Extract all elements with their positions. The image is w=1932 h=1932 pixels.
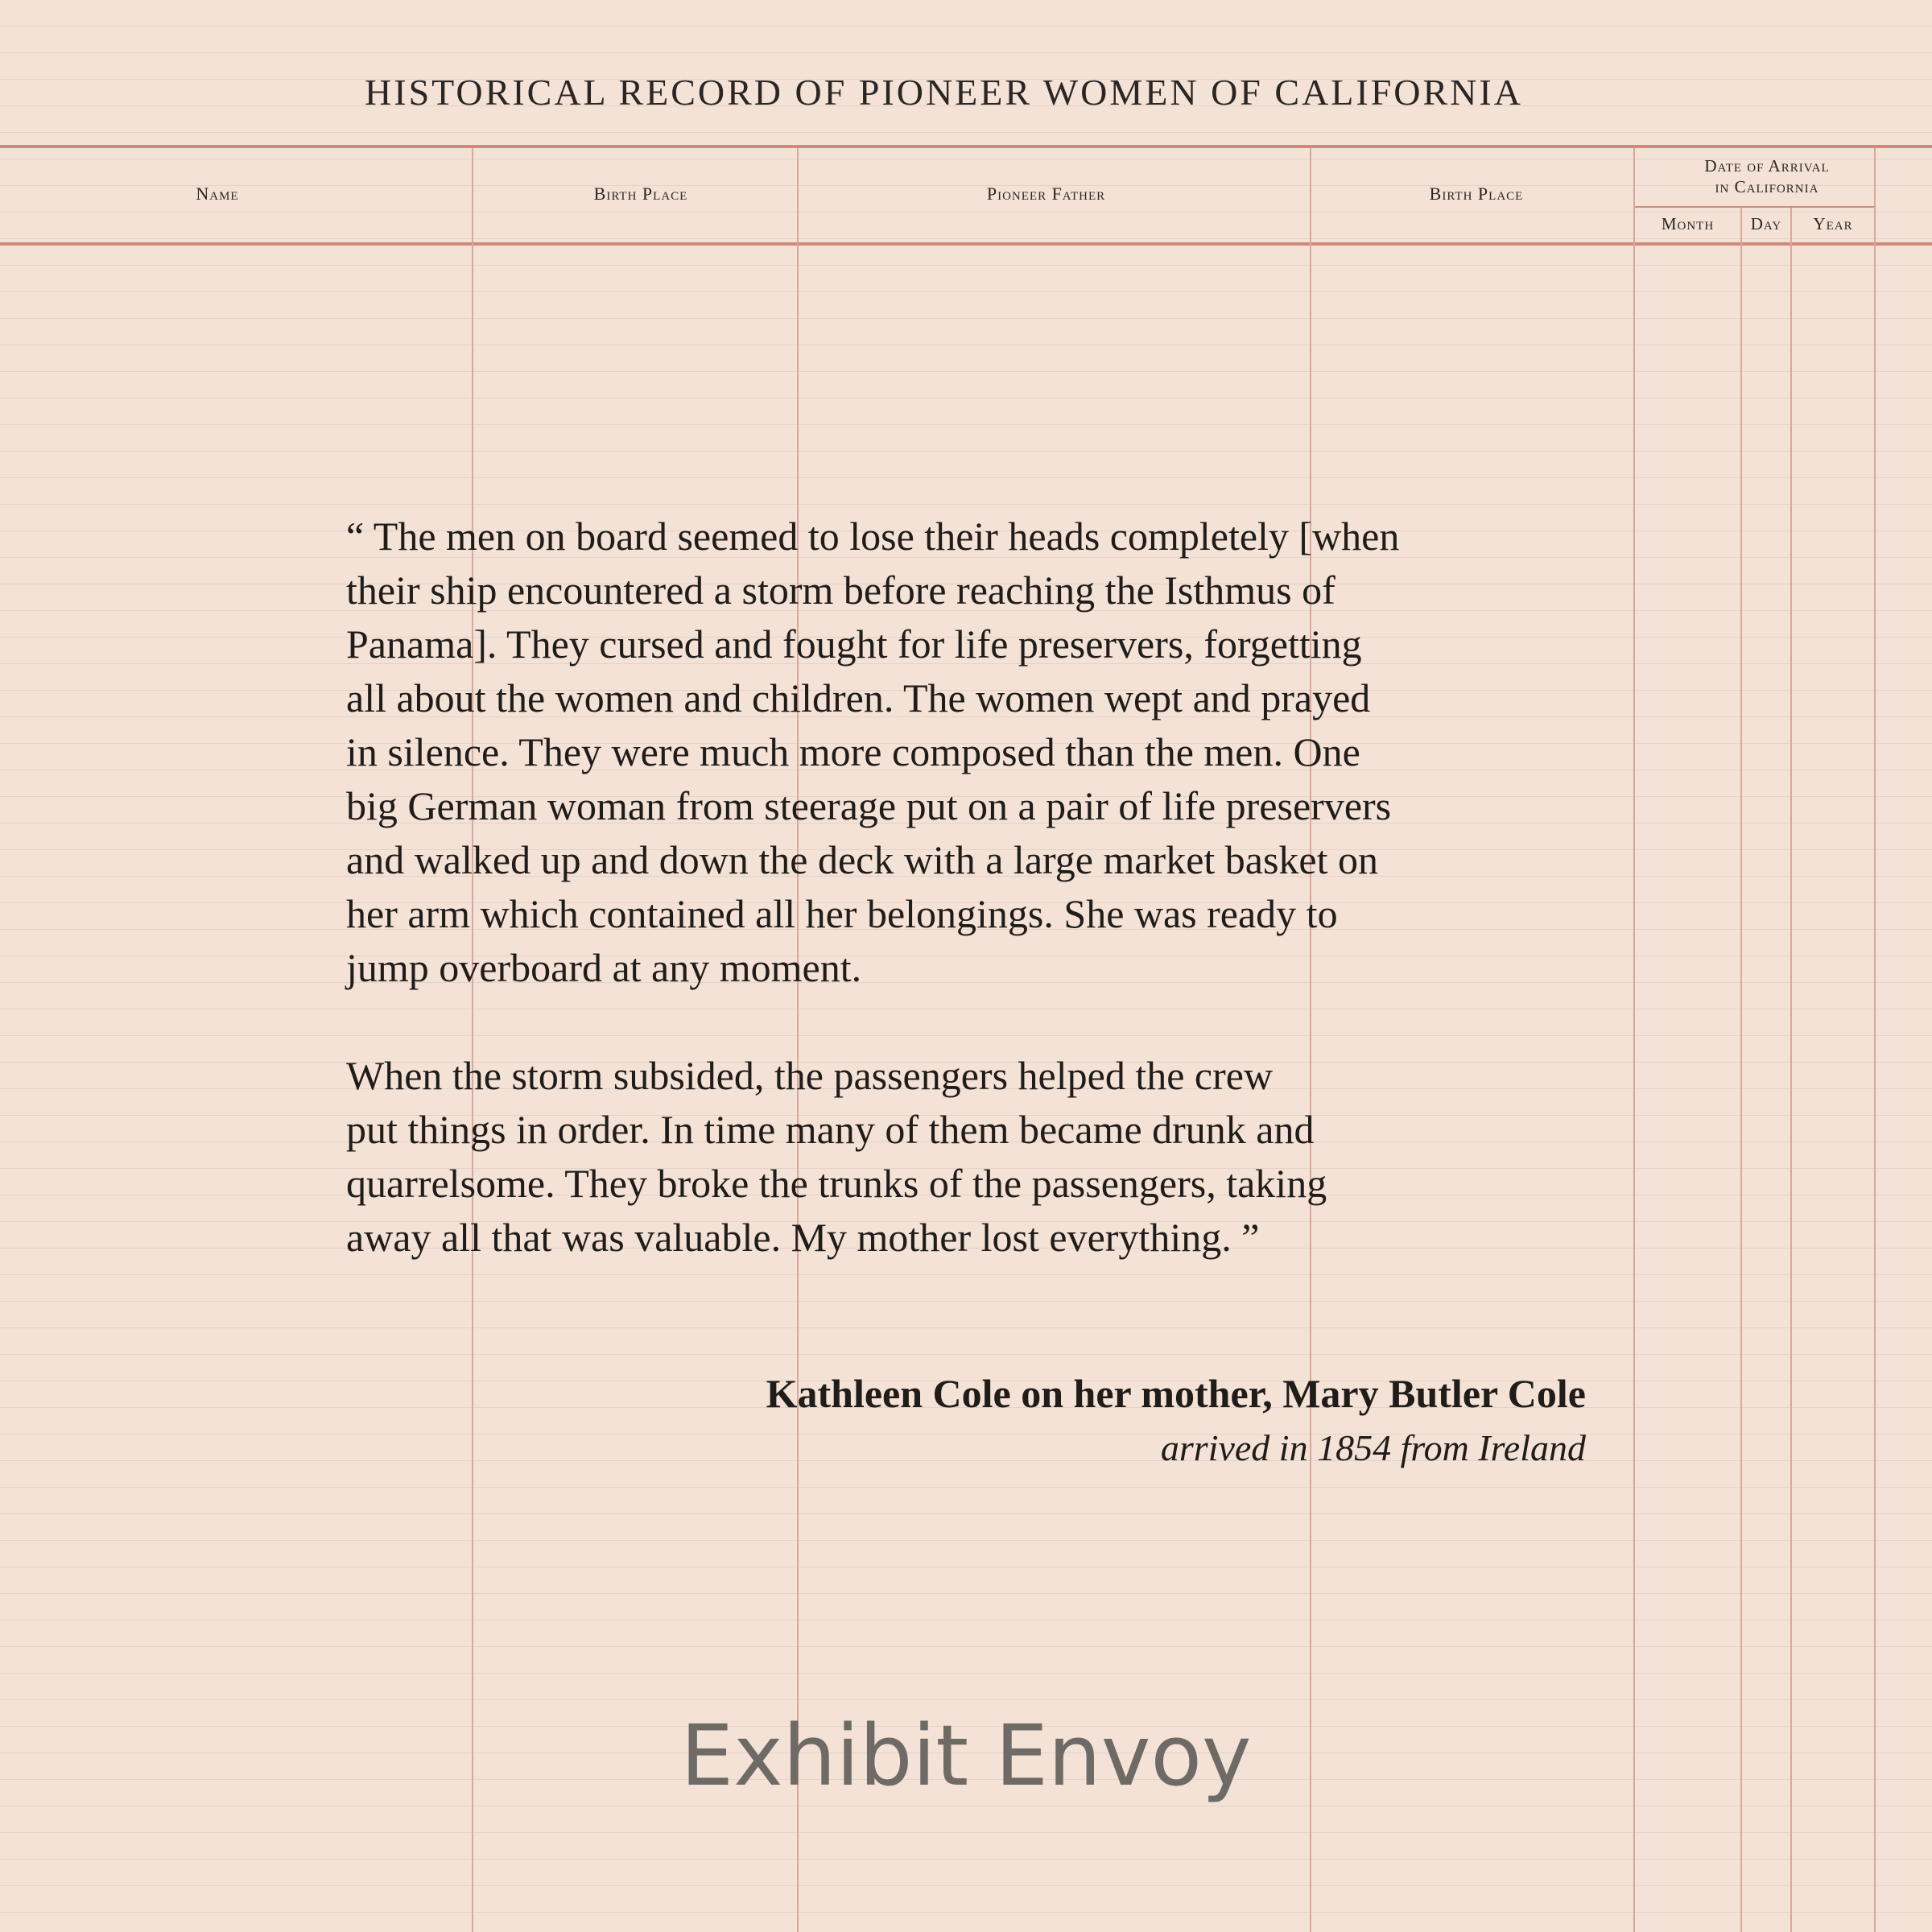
arrival-sub-rule [1634,206,1876,208]
column-header-day: Day [1750,214,1782,233]
quote-line: all about the women and children. The women wept and prayed [346,675,1371,720]
column-divider [1874,148,1876,1932]
quote-line: in silence. They were much more composed than the men. One [346,729,1360,774]
column-divider [1633,148,1635,1932]
column-header-pioneer-father: Pioneer Father [986,184,1106,204]
page-title: HISTORICAL RECORD OF PIONEER WOMEN OF CALIFORNIA [365,72,1523,113]
header-top-rule [0,145,1932,148]
header-bottom-rule [0,242,1932,246]
arrival-header-line2: in California [1715,177,1819,196]
watermark-text: Exhibit Envoy [680,1707,1252,1805]
column-header-year: Year [1813,214,1853,233]
attribution [766,1366,1586,1476]
quote-line: away all that was valuable. My mother lost everything. ” [346,1215,1260,1260]
paragraph-gap [346,995,1618,1049]
quote-line: Panama]. They cursed and fought for life preservers, forgetting [346,621,1362,667]
column-header-month: Month [1661,214,1715,233]
column-header-name: Name [196,184,239,204]
quote-line: their ship encountered a storm before reaching the Isthmus of [346,568,1335,613]
quote-line: big German woman from steerage put on a pair of life preservers [346,783,1392,828]
arrival-header-line1: Date of Arrival [1704,156,1830,175]
column-header-father-birth-place: Birth Place [1429,184,1524,204]
quote-line: and walked up and down the deck with a large market basket on [346,837,1379,882]
quote-line: put things in order. In time many of them became drunk and [346,1107,1315,1152]
column-header-birth-place: Birth Place [593,184,688,204]
quote-line: “ The men on board seemed to lose their heads completely [when [346,514,1400,559]
attribution-detail: arrived in 1854 from Ireland [1160,1427,1586,1468]
column-divider [1790,208,1792,1932]
column-divider [1740,208,1742,1932]
column-header-arrival-date [1634,155,1900,197]
quote-line: quarrelsome. They broke the trunks of the passengers, taking [346,1161,1327,1206]
quote-line: jump overboard at any moment. [346,945,862,990]
quote-line: When the storm subsided, the passengers helped the crew [346,1053,1274,1098]
attribution-name: Kathleen Cole on her mother, Mary Butler Cole [766,1371,1586,1416]
quote-line: her arm which contained all her belongings. She was ready to [346,891,1338,936]
quote-body [346,510,1618,1265]
